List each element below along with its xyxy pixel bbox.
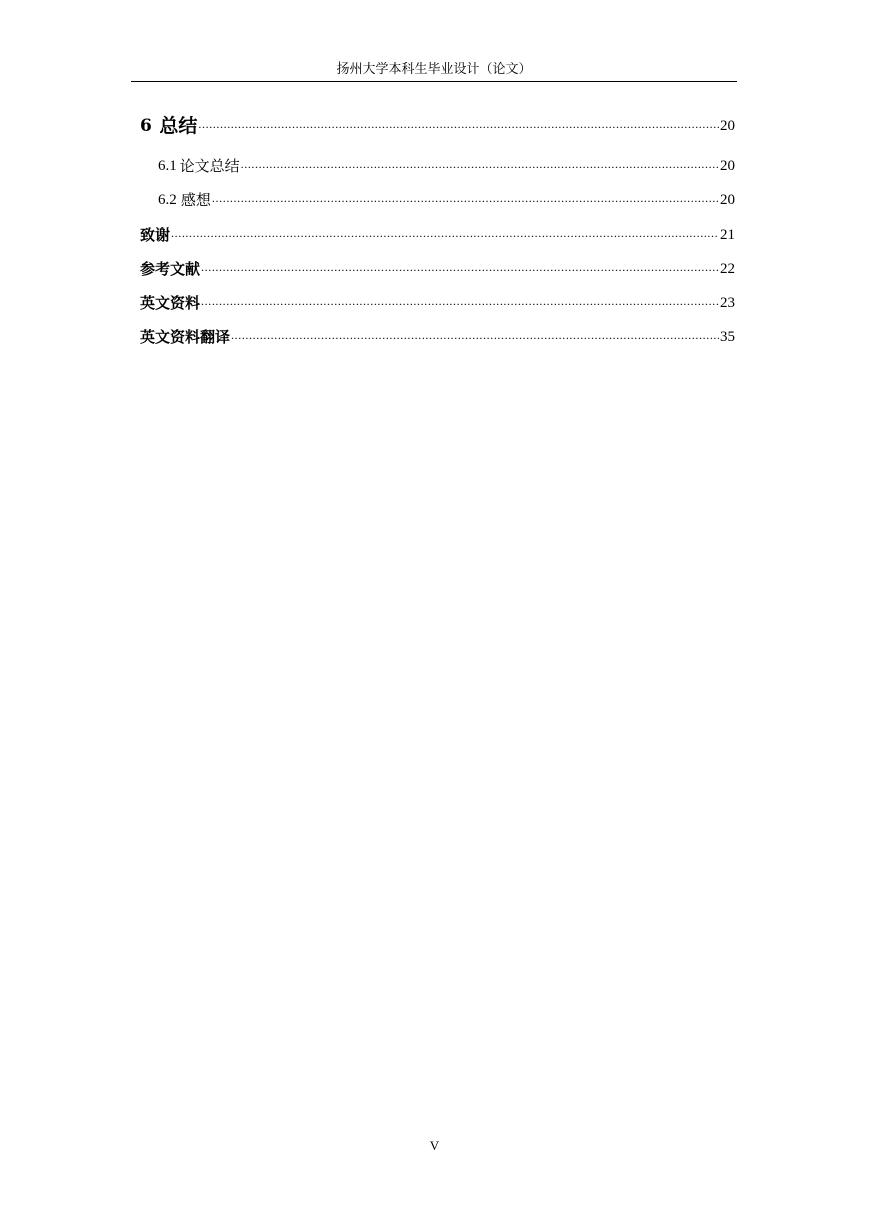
toc-entry-title: 英文资料 <box>140 294 201 312</box>
toc-entry-page: 21 <box>720 227 735 243</box>
toc-entry-number: 6 <box>140 116 152 136</box>
toc-dot-leader <box>241 154 719 174</box>
running-header: 扬州大学本科生毕业设计（论文） <box>336 62 532 77</box>
toc-entry-page: 20 <box>720 118 735 134</box>
toc-entry-references[interactable] <box>140 255 735 279</box>
toc-entry-section-6-1[interactable] <box>140 152 735 176</box>
toc-entry-title: 致谢 <box>140 226 171 244</box>
toc-entry-page: 20 <box>720 192 735 208</box>
toc-dot-leader <box>201 291 719 311</box>
toc-entry-english-materials[interactable] <box>140 289 735 313</box>
toc-dot-leader <box>201 257 719 277</box>
toc-dot-leader <box>231 325 719 345</box>
header-rule <box>131 81 737 82</box>
toc-entry-page: 23 <box>720 295 735 311</box>
toc-entry-title: 论文总结 <box>179 157 240 175</box>
page-number: V <box>429 1138 440 1153</box>
toc-entry-page: 35 <box>720 329 735 345</box>
toc-entry-title: 参考文献 <box>140 260 201 278</box>
toc-entry-title: 英文资料翻译 <box>140 328 231 346</box>
toc-dot-leader <box>212 188 719 208</box>
toc-entry-section-6-2[interactable] <box>140 186 735 210</box>
toc-entry-page: 20 <box>720 158 735 174</box>
toc-entry-page: 22 <box>720 261 735 277</box>
toc-entry-title: 感想 <box>180 191 211 209</box>
toc-entry-number: 6.2 <box>158 192 177 208</box>
toc-entry-acknowledgements[interactable] <box>140 221 735 245</box>
toc-entry-chapter-6[interactable] <box>140 112 735 136</box>
toc-dot-leader <box>198 114 719 134</box>
toc-entry-title: 总结 <box>159 115 198 137</box>
toc-dot-leader <box>171 223 719 243</box>
toc-entry-number: 6.1 <box>158 158 177 174</box>
toc-entry-english-translation[interactable] <box>140 323 735 347</box>
